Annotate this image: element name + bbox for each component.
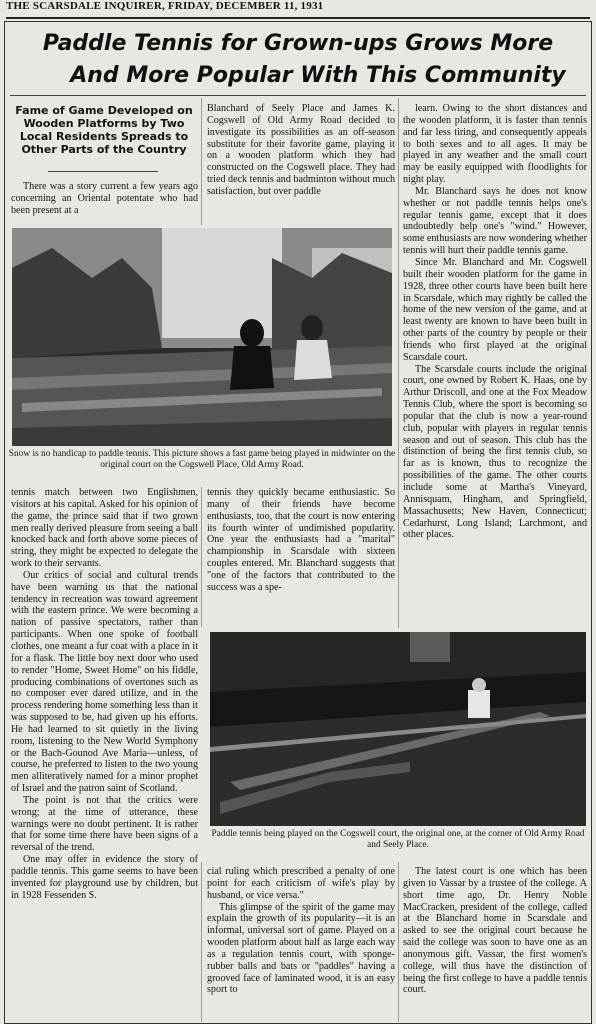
photo2-caption: Paddle tennis being played on the Cogswell court, the original one, at the corner of Old Army Road and Seely Place. xyxy=(211,829,585,850)
paragraph: cial ruling which prescribed a penalty of one point for each criticism of wife's play by husband, or vice versa." xyxy=(207,866,395,901)
subheadline: Fame of Game Developed on Wooden Platforms by Two Local Residents Spreads to Other Parts of the Country xyxy=(15,104,193,156)
subhead-rule xyxy=(48,171,158,172)
headline-rule xyxy=(10,95,586,96)
paragraph: The point is not that the critics were wrong; at the time of utterance, these warnings were no doubt pertinent. It is rather that for some time there have been signs of a reversal of the trend. xyxy=(11,794,198,854)
article-text-col3 xyxy=(403,103,587,627)
article-text-col1-mid xyxy=(11,487,198,901)
article-text-col3-bottom xyxy=(403,866,587,1022)
paragraph: tennis match between two Englishmen, visitors at his capital. Asked for his opinion of the game, the prince said that if two grown men really derived pleasure from seeing a ball knocked back and forth above some pieces of string, they might be expected to delegate the work to their servants. xyxy=(11,487,198,570)
paragraph: tennis they quickly became enthusiastic. So many of their friends have become enthusiasts, too, that the court is now entering its fourth winter of undimished popularity. One year the enthusiasts had a "marital" championship in Scarsdale with sixteen couples entered. Mr. Blanchard suggests that "one of the factors that contributed to the success was a spe- xyxy=(207,487,395,593)
paragraph: The Scarsdale courts include the original court, one owned by Robert K. Haas, one by Arthur Driscoll, and one at the Fox Meadow Tennis Club, where the sport is becoming so popular that the club is now a year-round club, popular with players in regular tennis season and out of season. This club has the distinction of being the first tennis club, so far as is known, thus to recognize the possibilities of the game. The other courts include some at Martha's Vineyard, Annisquam, Hingham, and Springfield, Massachusetts; New Haven, Connecticut; Cedarhurst, Long Island; Larchmont, and other places. xyxy=(403,363,587,541)
photo-cogswell-court xyxy=(210,632,586,826)
paragraph: One may offer in evidence the story of paddle tennis. This game seems to have been invented for playground use by children, but in 1928 Fessenden S. xyxy=(11,854,198,901)
column-rule xyxy=(398,862,399,1022)
article-text-col2-mid xyxy=(207,487,395,627)
paragraph: The latest court is one which has been given to Vassar by a trustee of the college. A short time ago, Dr. Henry Noble MacCracken, president of the college, called at the Blanchard home in Scarsdale and asked to see the original court because he said the college was soon to have one as an anonymous gift. Vassar, the first women's college, will thus have the distinction of being the first college to have a paddle tennis court. xyxy=(403,866,587,996)
paragraph: Mr. Blanchard says he does not know whether or not paddle tennis helps one's regular tennis game, except that it does undoubtedly help one's "wind." However, some enthusiasts are now wondering whether tennis will hurt their paddle tennis game. xyxy=(403,185,587,257)
article-text-col1-top xyxy=(11,181,198,225)
paragraph: Blanchard of Seely Place and James K. Cogswell of Old Army Road decided to investigate its possibilities as an off-season substitute for their favorite game, playing it on a wooden platform which they had constructed on the Cogswell place. They had tried deck tennis and badminton without much satisfaction, but over paddle xyxy=(207,103,395,197)
masthead-rule xyxy=(6,17,590,19)
masthead: THE SCARSDALE INQUIRER, FRIDAY, DECEMBER 11, 1931 xyxy=(6,0,324,12)
article-text-col2-top xyxy=(207,103,395,225)
article-text-col2-bottom xyxy=(207,866,395,1022)
headline-line-1: Paddle Tennis for Grown-ups Grows More xyxy=(42,31,554,56)
headline-line-2: And More Popular With This Community xyxy=(70,63,566,88)
paragraph: Our critics of social and cultural trends have been warning us that the national tendency in recreation was toward agreement with the eastern prince. We were becoming a nation of passive spectators, rather than participants. When one spoke of football clothes, one meant a fur coat with a place in it for a flask. The little boy next door who used to render "Home, Sweet Home" on his fiddle, producing combinations of overtones such as no composer ever dared utilize, and in the process rendering home something less than it was supposed to be, had given up his efforts. He had learned to sit quietly in the living room, listening to the New World Symphony or the Bach-Gounod Ave Maria—unless, of course, he preferred to listen to the two young men alliteratively named for a minor prophet of Israel and the patron saint of Scotland. xyxy=(11,569,198,795)
paragraph: learn. Owing to the short distances and the wooden platform, it is faster than tennis and far less tiring, and consequently appeals to both sexes and to all ages. It may be played in any weather and the small court may be easily equipped with floodlights for night play. xyxy=(403,103,587,186)
paragraph: There was a story current a few years ago concerning an Oriental potentate who had been present at a xyxy=(11,181,198,216)
paragraph: Since Mr. Blanchard and Mr. Cogswell built their wooden platform for the game in 1928, three other courts have been built here in Scarsdale, which may rightly be called the home of the new version of the game, and at least twenty are known to have been built in other parts of the country by people or their friends who first played at the original Scarsdale court. xyxy=(403,256,587,363)
column-rule xyxy=(201,487,202,627)
photo-snow-paddle-tennis xyxy=(12,228,392,446)
column-rule xyxy=(201,98,202,225)
photo1-caption: Snow is no handicap to paddle tennis. This picture shows a fast game being played in midwinter on the original court on the Cogswell Place, Old Army Road. xyxy=(8,449,396,470)
column-rule xyxy=(201,862,202,1022)
column-rule xyxy=(398,98,399,628)
paragraph: This glimpse of the spirit of the game may explain the growth of its popularity—it is an informal, universal sort of game. Played on a wooden platform about half as large each way as a regulation tennis court, with sponge-rubber balls and bats or "paddles" having a grooved face of laminated wood, it is an easy sport to xyxy=(207,901,395,996)
